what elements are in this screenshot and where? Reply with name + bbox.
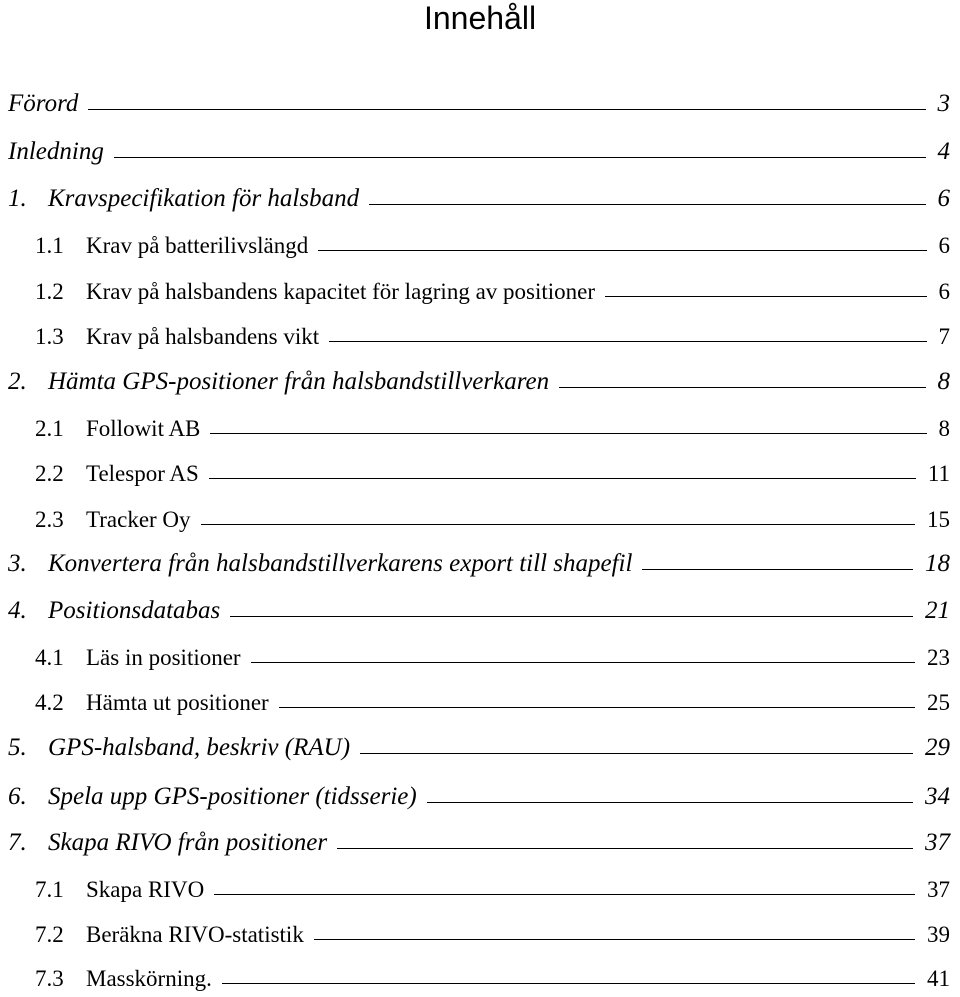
toc-leader: [114, 157, 926, 158]
toc-entry-page: 15: [927, 507, 950, 532]
toc-entry-2-1[interactable]: [35, 412, 950, 442]
toc-entry-2[interactable]: [8, 366, 950, 396]
page-title: Innehåll: [423, 0, 537, 36]
toc-entry-7[interactable]: [8, 827, 950, 857]
toc-leader: [318, 250, 926, 251]
toc-entry-page: 11: [927, 461, 950, 486]
toc-entry-number: 7.: [8, 829, 27, 856]
toc-leader: [201, 524, 915, 525]
toc-leader: [427, 802, 913, 803]
toc-entry-label: Beräkna RIVO-statistik: [86, 922, 304, 947]
toc-entry-label: Hämta GPS-positioner från halsbandstillverkaren: [48, 368, 550, 395]
toc-entry-page: 21: [925, 597, 950, 624]
toc-entry-number: 1.: [8, 185, 27, 212]
toc-entry-label: Läs in positioner: [86, 645, 241, 670]
toc-entry-2-3[interactable]: [35, 503, 950, 533]
toc-entry-number: 1.2: [35, 279, 64, 304]
toc-entry-number: 4.1: [35, 645, 64, 670]
toc-entry-label: Krav på batterilivslängd: [86, 233, 309, 258]
toc-entry-label: Konvertera från halsbandstillverkarens export till shapefil: [48, 550, 633, 577]
toc-entry-page: 29: [925, 734, 950, 761]
toc-entry-page: 25: [927, 690, 950, 715]
toc-entry-number: 2.2: [35, 461, 64, 486]
toc-entry-label: GPS-halsband, beskriv (RAU): [48, 734, 351, 761]
toc-entry-page: 8: [938, 416, 950, 441]
toc-entry-number: 2.3: [35, 507, 64, 532]
toc-entry-page: 7: [938, 324, 950, 349]
toc-leader: [251, 662, 915, 663]
toc-entry-4-2[interactable]: [35, 686, 950, 716]
toc-entry-number: 2.1: [35, 416, 64, 441]
toc-entry-number: 7.3: [35, 966, 64, 991]
toc-entry-label: Followit AB: [86, 416, 201, 441]
toc-entry-7-1[interactable]: [35, 873, 950, 903]
toc-leader: [209, 478, 916, 479]
toc-leader: [230, 616, 913, 617]
toc-leader: [214, 894, 915, 895]
toc-entry-label: Förord: [8, 90, 79, 117]
toc-entry-page: 37: [925, 829, 950, 856]
toc-leader: [642, 569, 913, 570]
toc-entry-label: Telespor AS: [86, 461, 199, 486]
toc-entry-6[interactable]: [8, 781, 950, 811]
toc-entry-page: 23: [927, 645, 950, 670]
toc-entry-inledning[interactable]: [8, 136, 950, 166]
toc-entry-number: 2.: [8, 368, 27, 395]
toc-entry-page: 6: [937, 185, 950, 212]
toc-leader: [279, 707, 915, 708]
toc-entry-number: 7.1: [35, 877, 64, 902]
toc-entry-label: Masskörning.: [86, 966, 212, 991]
toc-entry-label: Tracker Oy: [86, 507, 191, 532]
toc-entry-page: 18: [925, 550, 950, 577]
toc-entry-number: 6.: [8, 783, 27, 810]
toc-entry-label: Krav på halsbandens kapacitet för lagring av positioner: [86, 279, 596, 304]
toc-leader: [360, 753, 913, 754]
toc-entry-5[interactable]: [8, 732, 950, 762]
toc-entry-page: 8: [937, 368, 950, 395]
toc-entry-page: 41: [927, 966, 950, 991]
toc-entry-1-3[interactable]: [35, 320, 950, 350]
toc-leader: [329, 341, 926, 342]
toc-entry-3[interactable]: [8, 548, 950, 578]
toc-leader: [605, 296, 926, 297]
toc-entry-page: 34: [925, 783, 950, 810]
toc-entry-number: 1.3: [35, 324, 64, 349]
toc-entry-label: Krav på halsbandens vikt: [86, 324, 320, 349]
toc-leader: [314, 939, 915, 940]
toc-leader: [88, 109, 925, 110]
toc-entry-7-2[interactable]: [35, 918, 950, 948]
toc-entry-label: Spela upp GPS-positioner (tidsserie): [48, 783, 417, 810]
toc-leader: [222, 983, 915, 984]
toc-entry-page: 6: [938, 279, 950, 304]
toc-leader: [369, 204, 925, 205]
toc-entry-number: 7.2: [35, 922, 64, 947]
toc-entry-label: Inledning: [8, 138, 104, 165]
toc-entry-page: 3: [937, 90, 950, 117]
toc-entry-page: 6: [938, 233, 950, 258]
toc-entry-forord[interactable]: [8, 88, 950, 118]
toc-entry-1-2[interactable]: [35, 275, 950, 305]
toc-entry-page: 39: [927, 922, 950, 947]
toc-entry-number: 3.: [8, 550, 27, 577]
toc-entry-number: 4.: [8, 597, 27, 624]
toc-leader: [559, 387, 925, 388]
toc-entry-number: 1.1: [35, 233, 64, 258]
toc-leader: [337, 848, 913, 849]
toc-entry-page: 4: [937, 138, 950, 165]
toc-entry-label: Hämta ut positioner: [86, 690, 269, 715]
toc-entry-label: Skapa RIVO: [86, 877, 205, 902]
toc-entry-label: Skapa RIVO från positioner: [48, 829, 328, 856]
toc-entry-4-1[interactable]: [35, 641, 950, 671]
toc-entry-number: 5.: [8, 734, 27, 761]
toc-entry-number: 4.2: [35, 690, 64, 715]
toc-entry-1[interactable]: [8, 183, 950, 213]
toc-entry-7-3[interactable]: [35, 962, 950, 992]
toc-entry-label: Positionsdatabas: [48, 597, 221, 624]
toc-entry-1-1[interactable]: [35, 229, 950, 259]
toc-entry-page: 37: [927, 877, 950, 902]
toc-entry-label: Kravspecifikation för halsband: [48, 185, 360, 212]
toc-entry-4[interactable]: [8, 595, 950, 625]
toc-leader: [210, 433, 926, 434]
toc-entry-2-2[interactable]: [35, 457, 950, 487]
